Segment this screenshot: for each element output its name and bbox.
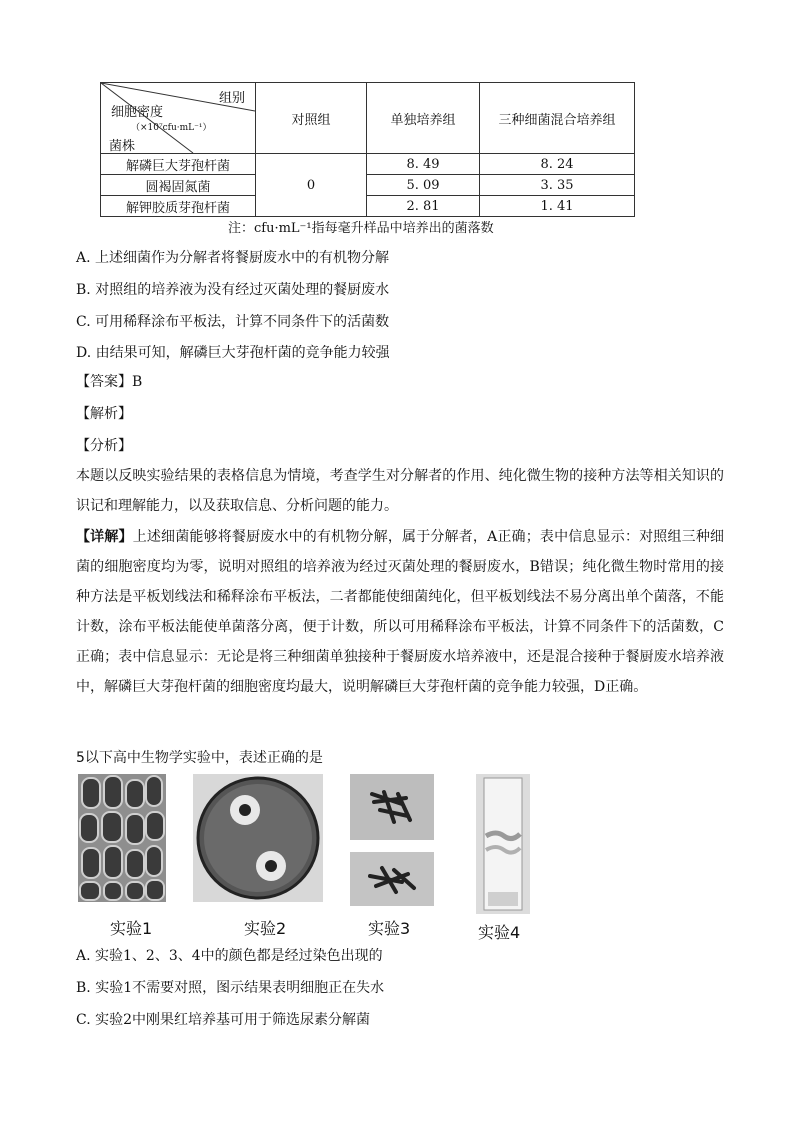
control-value: 0 bbox=[256, 154, 367, 217]
header-single: 单独培养组 bbox=[367, 83, 480, 154]
row-strain-name: 解钾胶质芽孢杆菌 bbox=[101, 196, 256, 217]
table-corner-cell bbox=[101, 83, 256, 154]
detail-text: 上述细菌能够将餐厨废水中的有机物分解，属于分解者，A正确；表中信息显示：对照组三种细菌的细胞密度均为零，说明对照组的培养液为经过灭菌处理的餐厨废水，B错误；纯化微生物时常用的接种方法是平板划线法和稀释涂布平板法，二者都能使细菌纯化，但平板划线法不易分离出单个菌落，不能计数，涂布平板法能使单菌落分离，便于计数，所以可用稀释涂布平板法，计算不同条件下的活菌数，C正确；表中信息显示：无论是将三种细菌单独接种于餐厨废水培养液中，还是混合接种于餐厨废水培养液中，解磷巨大芽孢杆菌的细胞密度均最大，说明解磷巨大芽孢杆菌的竞争能力较强，D正确。 bbox=[76, 529, 725, 695]
row-strain-name: 解磷巨大芽孢杆菌 bbox=[101, 154, 256, 175]
answer-line bbox=[76, 372, 142, 392]
experiment3-chromosome-image-bottom bbox=[350, 852, 434, 906]
header-mixed: 三种细菌混合培养组 bbox=[480, 83, 635, 154]
answer-label: 【答案】 bbox=[76, 374, 132, 390]
header-control: 对照组 bbox=[256, 83, 367, 154]
corner-unit-label: （×10⁷cfu·mL⁻¹） bbox=[131, 123, 212, 133]
caption-experiment1: 实验1 bbox=[110, 919, 153, 938]
experiment2-petri-dish-image bbox=[193, 774, 323, 902]
results-table bbox=[100, 82, 635, 217]
fenxi-label: 【分析】 bbox=[76, 438, 132, 454]
table-note: 注：cfu·mL⁻¹指每毫升样品中培养出的菌落数 bbox=[228, 221, 494, 236]
answer-value: B bbox=[132, 374, 143, 390]
q4-option-a: A. 上述细菌作为分解者将餐厨废水中的有机物分解 bbox=[76, 250, 390, 266]
row-single-value: 8. 49 bbox=[367, 154, 480, 175]
q5-option-b: B. 实验1不需要对照，图示结果表明细胞正在失水 bbox=[76, 980, 385, 996]
fenxi-paragraph: 本题以反映实验结果的表格信息为情境，考查学生对分解者的作用、纯化微生物的接种方法等相关知识的识记和理解能力，以及获取信息、分析问题的能力。 bbox=[76, 468, 724, 514]
corner-bottom-label: 菌株 bbox=[109, 139, 136, 154]
q4-option-b: B. 对照组的培养液为没有经过灭菌处理的餐厨废水 bbox=[76, 282, 390, 298]
table-row bbox=[101, 175, 635, 196]
row-single-value: 2. 81 bbox=[367, 196, 480, 217]
row-mixed-value: 1. 41 bbox=[480, 196, 635, 217]
corner-top-label: 组别 bbox=[219, 91, 246, 106]
caption-experiment4: 实验4 bbox=[478, 923, 521, 942]
table-row bbox=[101, 154, 635, 175]
row-strain-name: 圆褐固氮菌 bbox=[101, 175, 256, 196]
row-single-value: 5. 09 bbox=[367, 175, 480, 196]
detail-paragraph bbox=[76, 522, 724, 702]
row-mixed-value: 3. 35 bbox=[480, 175, 635, 196]
row-mixed-value: 8. 24 bbox=[480, 154, 635, 175]
q4-option-c: C. 可用稀释涂布平板法，计算不同条件下的活菌数 bbox=[76, 314, 390, 330]
detail-label: 【详解】 bbox=[76, 529, 133, 545]
experiment4-chromatography-image bbox=[476, 774, 530, 914]
caption-experiment2: 实验2 bbox=[244, 919, 287, 938]
experiment1-cells-image bbox=[78, 774, 166, 902]
q5-option-c: C. 实验2中刚果红培养基可用于筛选尿素分解菌 bbox=[76, 1012, 371, 1028]
caption-experiment3: 实验3 bbox=[368, 919, 411, 938]
q5-option-a: A. 实验1、2、3、4中的颜色都是经过染色出现的 bbox=[76, 948, 383, 964]
analysis-label: 【解析】 bbox=[76, 406, 132, 422]
q5-stem: 5以下高中生物学实验中，表述正确的是 bbox=[76, 750, 323, 766]
table-row bbox=[101, 196, 635, 217]
experiment3-chromosome-image-top bbox=[350, 774, 434, 840]
q4-option-d: D. 由结果可知，解磷巨大芽孢杆菌的竞争能力较强 bbox=[76, 345, 390, 361]
corner-middle-label: 细胞密度 bbox=[111, 105, 164, 120]
